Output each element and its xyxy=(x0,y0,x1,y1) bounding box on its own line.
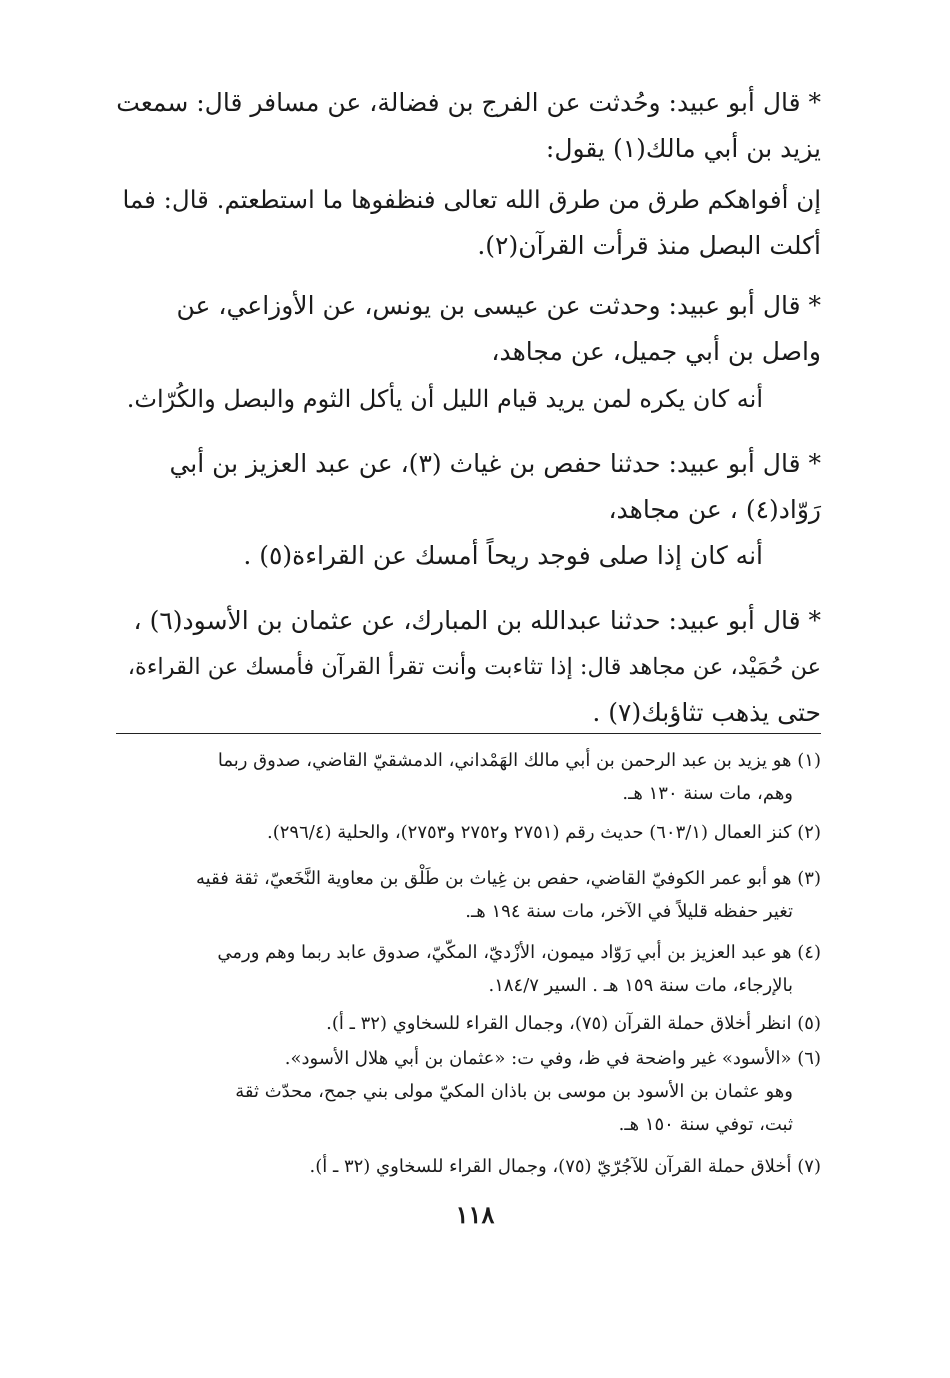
page-number: ١١٨ xyxy=(455,1200,495,1229)
footnote-line: ثبت، توفي سنة ١٥٠ هـ. xyxy=(618,1114,793,1135)
text-line: أكلت البصل منذ قرأت القرآن(٢). xyxy=(477,231,821,260)
paragraph-3 xyxy=(116,283,821,375)
text-line: واصل بن أبي جميل، عن مجاهد، xyxy=(491,337,821,366)
text-line: أنه كان يكره لمن يريد قيام الليل أن يأكل الثوم والبصل والكُرّاث. xyxy=(126,385,763,413)
text-line: حتى يذهب تثاؤبك(٧) . xyxy=(592,698,821,727)
footnote-line: (٣) هو أبو عمر الكوفيّ القاضي، حفص بن غِياث بن طَلْق بن معاوية النَّخَعيّ، ثقة فقيه xyxy=(196,868,821,889)
text-line: أنه كان إذا صلى فوجد ريحاً أمسك عن القراءة(٥) . xyxy=(243,541,763,570)
text-line: إن أفواهكم طرق من طرق الله تعالى فنظفوها ما استطعتم. قال: فما xyxy=(122,185,821,214)
footnote-3 xyxy=(120,862,821,928)
text-line: * قال أبو عبيد: وحدثت عن عيسى بن يونس، عن الأوزاعي، عن xyxy=(176,291,821,320)
footnote-line: وهو عثمان بن الأسود بن موسى بن باذان المكيّ مولى بني جمح، محدّث ثقة xyxy=(235,1081,793,1102)
footnote-line: تغير حفظه قليلاً في الآخر، مات سنة ١٩٤ هـ. xyxy=(465,901,793,922)
text-line: * قال أبو عبيد: وحُدثت عن الفرج بن فضالة، عن مسافر قال: سمعت xyxy=(116,88,821,117)
text-line: عن حُمَيْد، عن مجاهد قال: إذا تثاءبت وأنت تقرأ القرآن فأمسك عن القراءة، xyxy=(127,654,821,680)
footnote-1 xyxy=(120,744,821,810)
footnote-line: (٢) كنز العمال (٦٠٣/١) حديث رقم (٢٧٥١ و٢٧٥٢ و٢٧٥٣)، والحلية (٢٩٦/٤). xyxy=(267,822,821,843)
footnote-line: (٦) «الأسود» غير واضحة في ظ، وفي ت: «عثمان بن أبي هلال الأسود». xyxy=(284,1048,821,1069)
footnote-2 xyxy=(120,816,821,849)
paragraph-1 xyxy=(116,80,821,172)
text-line: رَوّاد(٤) ، عن مجاهد، xyxy=(608,495,821,524)
paragraph-4 xyxy=(116,376,821,422)
paragraph-2 xyxy=(116,177,821,269)
footnote-6 xyxy=(120,1042,821,1141)
paragraph-5 xyxy=(116,441,821,533)
footnote-separator xyxy=(116,733,821,734)
footnote-5 xyxy=(120,1007,821,1040)
text-line: يزيد بن أبي مالك(١) يقول: xyxy=(545,134,821,163)
footnote-7 xyxy=(120,1150,821,1183)
footnote-line: (٧) أخلاق حملة القرآن للآجُرّيّ (٧٥)، وجمال القراء للسخاوي (٣٢ ـ أ). xyxy=(309,1156,821,1177)
footnote-line: (١) هو يزيد بن عبد الرحمن بن أبي مالك الهَمْداني، الدمشقيّ القاضي، صدوق ربما xyxy=(217,750,821,771)
footnote-line: بالإرجاء، مات سنة ١٥٩ هـ . السير ١٨٤/٧. xyxy=(488,975,793,996)
footnote-4 xyxy=(120,936,821,1002)
footnote-line: وهم، مات سنة ١٣٠ هـ. xyxy=(622,783,793,804)
paragraph-7 xyxy=(116,598,821,736)
text-line: * قال أبو عبيد: حدثنا عبدالله بن المبارك، عن عثمان بن الأسود(٦) ، xyxy=(133,606,821,635)
footnote-line: (٥) انظر أخلاق حملة القرآن (٧٥)، وجمال القراء للسخاوي (٣٢ ـ أ). xyxy=(326,1013,821,1034)
footnote-line: (٤) هو عبد العزيز بن أبي رَوّاد ميمون، الأزْديّ، المكّيّ، صدوق عابد ربما وهم ورمي xyxy=(217,942,821,963)
text-line: * قال أبو عبيد: حدثنا حفص بن غياث (٣)، عن عبد العزيز بن أبي xyxy=(169,449,821,478)
paragraph-6 xyxy=(116,533,821,579)
